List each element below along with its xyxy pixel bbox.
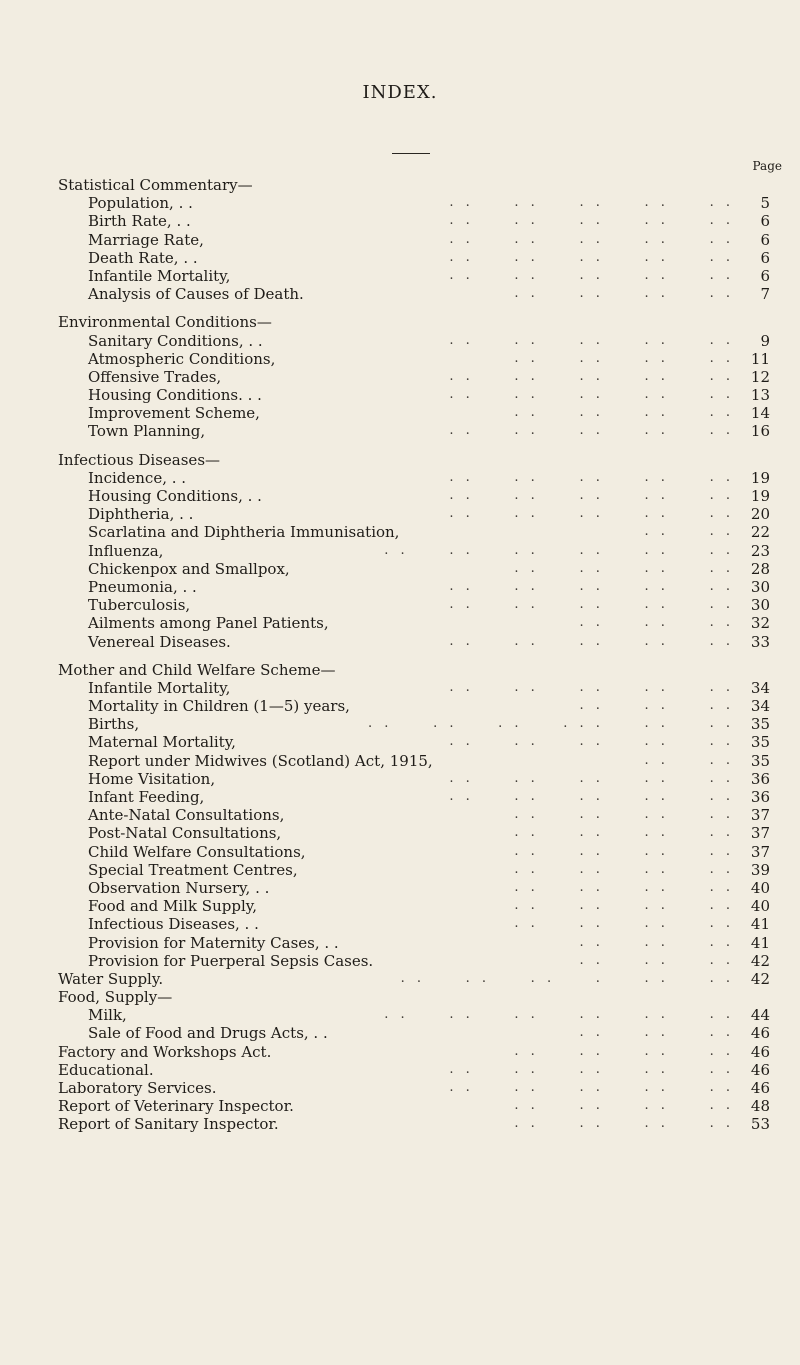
index-entry — [58, 679, 770, 697]
entry-page-number: 37 — [750, 824, 770, 843]
dot-leader: . . . . . . — [579, 615, 734, 631]
index-entry — [58, 469, 770, 487]
dot-leader: . . . . . . . . . . — [449, 506, 734, 522]
entry-page-number: 37 — [750, 842, 770, 861]
entry-label: Mortality in Children (1—5) years, — [88, 697, 350, 716]
entry-label: Food and Milk Supply, — [88, 897, 257, 916]
index-entry — [58, 752, 770, 770]
index-list — [58, 176, 770, 1134]
entry-page-number: 9 — [760, 331, 770, 350]
dot-leader: . . . . . . . . . . — [449, 387, 734, 403]
dot-leader: . . . . . . . . . . — [449, 1061, 734, 1077]
dot-leader: . . . . . . . . — [514, 843, 734, 859]
index-entry — [58, 843, 770, 861]
entry-page-number: 46 — [750, 1060, 770, 1079]
index-section-heading — [58, 313, 770, 331]
entry-label: Tuberculosis, — [88, 596, 191, 615]
index-entry — [58, 578, 770, 596]
dot-leader: . . . . . . . . . . — [449, 423, 734, 439]
index-entry — [58, 715, 770, 733]
dot-leader: . . . . . . — [579, 934, 734, 950]
dot-leader: . . . . . . . . . . — [449, 213, 734, 229]
entry-page-number: 30 — [750, 577, 770, 596]
dot-leader: . . . . . . . . . . . — [400, 970, 734, 986]
dot-leader: . . . . . . . . — [514, 898, 734, 914]
dot-leader: . . . . . . — [579, 1025, 734, 1041]
entry-page-number: 6 — [760, 230, 770, 249]
index-entry — [58, 934, 770, 952]
entry-page-number: 53 — [750, 1115, 770, 1134]
index-entry — [58, 824, 770, 842]
entry-label: Milk, — [88, 1006, 127, 1025]
dot-leader: . . . . . . . . . . — [449, 633, 734, 649]
entry-label: Educational. — [58, 1060, 154, 1079]
index-entry — [58, 1079, 770, 1097]
entry-page-number: 34 — [750, 678, 770, 697]
entry-label: Venereal Diseases. — [88, 632, 231, 651]
entry-page-number: 19 — [750, 468, 770, 487]
entry-label: Incidence, . . — [88, 468, 187, 487]
entry-label: Infantile Mortality, — [88, 266, 231, 285]
entry-page-number: 35 — [750, 715, 770, 734]
entry-page-number: 40 — [750, 897, 770, 916]
entry-page-number: 11 — [750, 349, 770, 368]
entry-page-number: 6 — [760, 248, 770, 267]
index-entry — [58, 249, 770, 267]
dot-leader: . . . . . . . . . . — [449, 231, 734, 247]
dot-leader: . . . . . . . . . . . . . — [368, 716, 734, 732]
dot-leader: . . . . . . . . — [514, 879, 734, 895]
entry-label: Report of Veterinary Inspector. — [58, 1097, 294, 1116]
entry-page-number: 13 — [750, 386, 770, 405]
entry-page-number: 14 — [750, 404, 770, 423]
entry-page-number: 46 — [750, 1079, 770, 1097]
entry-label: Water Supply. — [58, 969, 164, 988]
entry-page-number: 19 — [750, 487, 770, 505]
entry-label: Death Rate, . . — [88, 248, 198, 267]
entry-label: Statistical Commentary— — [58, 176, 253, 194]
index-entry — [58, 267, 770, 285]
index-entry — [58, 194, 770, 212]
index-entry — [58, 422, 770, 440]
entry-label: Improvement Scheme, — [88, 404, 260, 423]
entry-label: Child Welfare Consultations, — [88, 842, 306, 861]
dot-leader: . . . . . . . . . . — [449, 332, 734, 348]
index-entry — [58, 861, 770, 879]
entry-label: Sanitary Conditions, . . — [88, 331, 263, 350]
index-entry — [58, 614, 770, 632]
entry-page-number: 22 — [750, 523, 770, 542]
entry-label: Pneumonia, . . — [88, 577, 197, 596]
entry-page-number: 46 — [750, 1042, 770, 1061]
index-entry — [58, 404, 770, 422]
entry-page-number: 40 — [750, 878, 770, 897]
entry-page-number: 6 — [760, 266, 770, 285]
entry-page-number: 20 — [750, 505, 770, 524]
index-entry — [58, 523, 770, 541]
entry-page-number: 48 — [750, 1097, 770, 1116]
entry-label: Infectious Diseases, . . — [88, 915, 259, 934]
entry-label: Provision for Maternity Cases, . . — [88, 933, 339, 952]
entry-label: Food, Supply— — [58, 988, 173, 1007]
index-section-heading — [58, 988, 770, 1006]
dot-leader: . . . . . . . . — [514, 286, 734, 302]
entry-label: Laboratory Services. — [58, 1079, 217, 1097]
dot-leader: . . . . . . . . . . — [449, 597, 734, 613]
dot-leader: . . . . . . . . — [514, 405, 734, 421]
entry-label: Town Planning, — [88, 422, 206, 441]
entry-label: Ante-Natal Consultations, — [88, 806, 285, 825]
entry-page-number: 16 — [750, 422, 770, 441]
index-entry — [58, 332, 770, 350]
entry-page-number: 23 — [750, 541, 770, 560]
index-entry — [58, 350, 770, 368]
entry-label: Infant Feeding, — [88, 788, 205, 806]
entry-label: Sale of Food and Drugs Acts, . . — [88, 1024, 328, 1043]
entry-label: Birth Rate, . . — [88, 212, 191, 231]
dot-leader: . . . . . . . . — [514, 1098, 734, 1114]
index-entry — [58, 1024, 770, 1042]
dot-leader: . . . . . . . . — [514, 350, 734, 366]
entry-label: Environmental Conditions— — [58, 313, 272, 332]
entry-label: Post-Natal Consultations, — [88, 824, 282, 843]
index-entry — [58, 596, 770, 614]
index-entry — [58, 897, 770, 915]
index-entry — [58, 1061, 770, 1079]
index-entry — [58, 231, 770, 249]
entry-label: Diphtheria, . . — [88, 505, 194, 524]
index-entry — [58, 970, 770, 988]
dot-leader: . . . . . . . . . . — [449, 249, 734, 265]
entry-label: Housing Conditions. . . — [88, 386, 262, 405]
entry-page-number: 34 — [750, 697, 770, 716]
entry-page-number: 35 — [750, 733, 770, 752]
entry-label: Marriage Rate, — [88, 230, 204, 249]
dot-leader: . . . . . . . . . . — [449, 734, 734, 750]
entry-label: Population, . . — [88, 194, 193, 213]
entry-page-number: 7 — [760, 285, 770, 304]
entry-label: Provision for Puerperal Sepsis Cases. — [88, 951, 374, 970]
entry-label: Observation Nursery, . . — [88, 878, 270, 897]
entry-page-number: 30 — [750, 596, 770, 615]
index-section-heading — [58, 661, 770, 679]
index-entry — [58, 505, 770, 523]
entry-label: Mother and Child Welfare Scheme— — [58, 660, 336, 679]
dot-leader: . . . . . . . . — [514, 560, 734, 576]
entry-label: Factory and Workshops Act. — [58, 1042, 272, 1061]
dot-leader: . . . . . . — [579, 698, 734, 714]
dot-leader: . . . . . . . . . . — [449, 578, 734, 594]
entry-label: Chickenpox and Smallpox, — [88, 559, 290, 578]
dot-leader: . . . . . . . . — [514, 807, 734, 823]
entry-page-number: 36 — [750, 769, 770, 788]
dot-leader: . . . . . . . . — [514, 1116, 734, 1132]
title-rule — [392, 153, 430, 154]
page-title: INDEX. — [362, 82, 438, 103]
index-entry — [58, 542, 770, 560]
index-entry — [58, 1115, 770, 1133]
entry-label: Influenza, — [88, 541, 164, 560]
entry-label: Report under Midwives (Scotland) Act, 1915, — [88, 751, 433, 770]
index-entry — [58, 1097, 770, 1115]
dot-leader: . . . . . . . . . . — [449, 679, 734, 695]
dot-leader: . . . . . . . . . . — [449, 469, 734, 485]
entry-page-number: 44 — [750, 1006, 770, 1025]
entry-page-number: 41 — [750, 915, 770, 934]
dot-leader: . . . . . . . . . . — [449, 368, 734, 384]
entry-label: Report of Sanitary Inspector. — [58, 1115, 279, 1134]
dot-leader: . . . . . . . . . . — [449, 267, 734, 283]
entry-page-number: 12 — [750, 367, 770, 386]
entry-page-number: 42 — [750, 951, 770, 970]
index-entry — [58, 1006, 770, 1024]
index-entry — [58, 560, 770, 578]
entry-page-number: 39 — [750, 860, 770, 879]
entry-page-number: 37 — [750, 806, 770, 825]
entry-label: Home Visitation, — [88, 769, 216, 788]
index-entry — [58, 285, 770, 303]
index-section-heading — [58, 451, 770, 469]
entry-label: Infectious Diseases— — [58, 450, 221, 469]
entry-label: Maternal Mortality, — [88, 733, 236, 752]
dot-leader: . . . . . . . . . . — [449, 789, 734, 804]
entry-label: Ailments among Panel Patients, — [88, 614, 329, 633]
index-entry — [58, 1043, 770, 1061]
dot-leader: . . . . . . . . . . . . — [384, 542, 734, 558]
entry-label: Offensive Trades, — [88, 367, 222, 386]
index-entry — [58, 386, 770, 404]
entry-label: Scarlatina and Diphtheria Immunisation, — [88, 523, 400, 542]
entry-page-number: 46 — [750, 1024, 770, 1043]
entry-page-number: 6 — [760, 212, 770, 231]
entry-page-number: 36 — [750, 788, 770, 806]
entry-page-number: 32 — [750, 614, 770, 633]
index-entry — [58, 733, 770, 751]
entry-page-number: 41 — [750, 933, 770, 952]
index-entry — [58, 633, 770, 651]
entry-label: Special Treatment Centres, — [88, 860, 298, 879]
index-entry — [58, 788, 770, 806]
index-entry — [58, 952, 770, 970]
dot-leader: . . . . . . . . — [514, 1043, 734, 1059]
entry-label: Infantile Mortality, — [88, 678, 231, 697]
index-entry — [58, 806, 770, 824]
entry-page-number: 33 — [750, 632, 770, 651]
dot-leader: . . . . . . . . — [514, 916, 734, 932]
entry-label: Analysis of Causes of Death. — [88, 285, 304, 304]
dot-leader: . . . . . . . . . . — [449, 1080, 734, 1095]
index-entry — [58, 368, 770, 386]
dot-leader: . . . . . . . . . . — [449, 488, 734, 503]
index-entry — [58, 212, 770, 230]
index-entry — [58, 915, 770, 933]
index-entry — [58, 770, 770, 788]
dot-leader: . . . . . . . . — [514, 861, 734, 877]
entry-label: Births, — [88, 715, 140, 734]
entry-page-number: 28 — [750, 559, 770, 578]
dot-leader: . . . . . . . . . . — [449, 195, 734, 211]
page-column-header: Page — [752, 159, 782, 173]
dot-leader: . . . . . . — [579, 952, 734, 968]
dot-leader: . . . . . . . . . . — [449, 770, 734, 786]
index-entry — [58, 487, 770, 505]
dot-leader: . . . . — [644, 752, 734, 768]
dot-leader: . . . . — [644, 524, 734, 540]
entry-page-number: 35 — [750, 751, 770, 770]
dot-leader: . . . . . . . . — [514, 825, 734, 841]
index-entry — [58, 879, 770, 897]
entry-label: Atmospheric Conditions, — [88, 349, 276, 368]
dot-leader: . . . . . . . . . . . . — [384, 1007, 734, 1023]
entry-page-number: 5 — [760, 194, 770, 213]
index-section-heading — [58, 176, 770, 194]
entry-label: Housing Conditions, . . — [88, 487, 262, 505]
index-entry — [58, 697, 770, 715]
entry-page-number: 42 — [750, 969, 770, 988]
